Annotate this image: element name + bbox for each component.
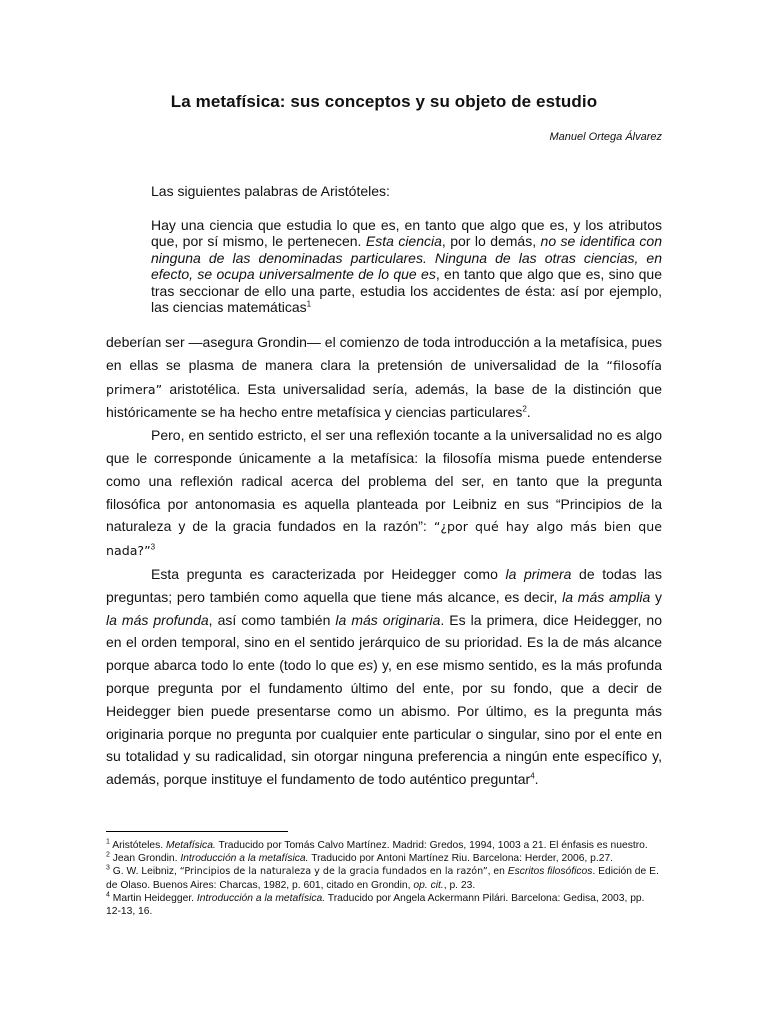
quote-text: , por lo demás,: [441, 233, 541, 250]
quote-emphasis: no se identifica con ninguna de las denominadas particulares. Ninguna de las otras ciencias, en efecto, se ocupa universalmente de lo que es: [151, 233, 663, 283]
footnote-title: Metafísica.: [166, 840, 216, 851]
quoted-term: “filosofía primera”: [106, 357, 662, 397]
emphasis: la más originaria: [335, 611, 441, 628]
page-title: La metafísica: sus conceptos y su objeto de estudio: [170, 92, 598, 111]
quote-text: Hay una ciencia que estudia lo que es, en tanto que algo que es, y los atributos que, por sí mismo, le pertenecen.: [151, 217, 662, 250]
footnote-number: 3: [106, 864, 110, 872]
aristotle-quote: [151, 217, 662, 315]
paragraph-text: , así como también: [208, 611, 336, 628]
footnote-number: 1: [106, 838, 110, 846]
footnote-text: Martin Heidegger.: [109, 892, 197, 904]
footnote-text: . Edición de E. de Olaso. Buenos Aires: Charcas, 1982, p. 601, citado en Grondin,: [106, 866, 659, 891]
footnote-number: 4: [106, 891, 110, 899]
footnotes: [106, 839, 662, 918]
footnote-title: op. cit.: [413, 879, 444, 891]
footnote-number: 2: [106, 851, 110, 859]
footnote-ref[interactable]: 1: [306, 299, 312, 309]
paragraph-text: Esta pregunta es caracterizada por Heidegger como: [151, 565, 506, 582]
emphasis: la primera: [505, 565, 572, 582]
paragraph-text: deberían ser —asegura Grondin— el comienzo de toda introducción a la metafísica, pues en ellas se plasma de manera clara la pretensión de universalidad de la: [106, 334, 662, 373]
quoted-question: “¿por qué hay algo más bien que nada?”: [106, 519, 663, 559]
emphasis: la más profunda: [106, 611, 209, 628]
footnote-text: Traducido por Angela Ackermann Pilári. Barcelona: Gedisa, 2003, pp. 12-13, 16.: [106, 892, 645, 918]
footnote-text: Jean Grondin.: [109, 853, 181, 865]
footnote: [106, 865, 662, 891]
footnote-text: Traducido por Antoni Martínez Riu. Barcelona: Herder, 2006, p.27.: [308, 853, 614, 865]
footnote-ref[interactable]: 4: [530, 771, 535, 781]
footnote-text: , p. 23.: [443, 879, 476, 891]
paragraph-text: de todas las preguntas; pero también como aquella que tiene más alcance, es decir,: [106, 565, 662, 605]
footnote: [106, 839, 662, 852]
emphasis: la más amplia: [562, 588, 651, 605]
paragraph-text: .: [526, 404, 531, 421]
paragraph: [106, 563, 662, 791]
body-text: [106, 331, 662, 791]
footnote-text: Traducido por Tomás Calvo Martínez. Madrid: Gredos, 1994, 1003 a 21. El énfasis es nuestro.: [215, 840, 648, 851]
paragraph-text: .: [534, 771, 539, 788]
paragraph-text: . Es la primera, dice Heidegger, no en el orden temporal, sino en el sentido jerárquico de su prioridad. Es la de más alcance porque abarca todo lo ente (todo lo que: [106, 611, 662, 674]
footnote-text: , en: [487, 866, 508, 878]
paragraph-text: aristotélica. Esta universalidad sería, además, la base de la distinción que históricamente se ha hecho entre metafísica y ciencias particulares: [106, 380, 662, 421]
footnote: [106, 852, 662, 865]
paragraph-text: ) y, en ese mismo sentido, es la más profunda porque pregunta por el fundamento último del ente, por su fondo, que a decir de Heidegger bien puede presentarse como un abismo. Por último, es la pregunta más originaria porque no pregunta por cualquier ente particular o singular, sino por el ente en su totalidad y su radicalidad, sin otorgar ninguna preferencia a ningún ente específico y, además, porque instituye el fundamento de todo auténtico preguntar: [106, 657, 662, 788]
paragraph: [106, 331, 662, 424]
intro-line: Las siguientes palabras de Aristóteles:: [151, 183, 390, 199]
footnote-text: G. W. Leibniz,: [109, 866, 180, 878]
paragraph-text: Pero, en sentido estricto, el ser una reflexión tocante a la universalidad no es algo que le corresponde únicamente a la metafísica: la filosofía misma puede entenderse como una reflexión radical acerca del problema del ser, en tanto que la pregunta filosófica por antonomasia es aquella planteada por Leibniz en sus “Principios de la naturaleza y de la gracia fundados en la razón”:: [106, 427, 662, 535]
author-name: Manuel Ortega Álvarez: [549, 131, 662, 143]
footnote-ref[interactable]: 3: [150, 542, 156, 552]
footnote-text: Aristóteles.: [109, 840, 166, 851]
footnote: [106, 892, 662, 918]
footnote-title: Introducción a la metafísica.: [180, 853, 309, 865]
paragraph-text: y: [650, 588, 662, 605]
paragraph: [106, 424, 662, 563]
quote-emphasis: Esta ciencia: [365, 233, 442, 250]
footnote-quoted-title: “Principios de la naturaleza y de la gracia fundados en la razón”: [179, 866, 488, 878]
quote-text: , en tanto que algo que es, sino que tras seccionar de ello una parte, estudia los accidentes de ésta: así por ejemplo, las ciencias matemáticas: [151, 266, 662, 316]
emphasis: es: [358, 657, 374, 674]
footnote-title: Escritos filosóficos: [507, 866, 593, 878]
footnote-divider: [106, 831, 288, 832]
footnote-title: Introducción a la metafísica.: [196, 892, 326, 904]
footnote-ref[interactable]: 2: [522, 404, 527, 414]
